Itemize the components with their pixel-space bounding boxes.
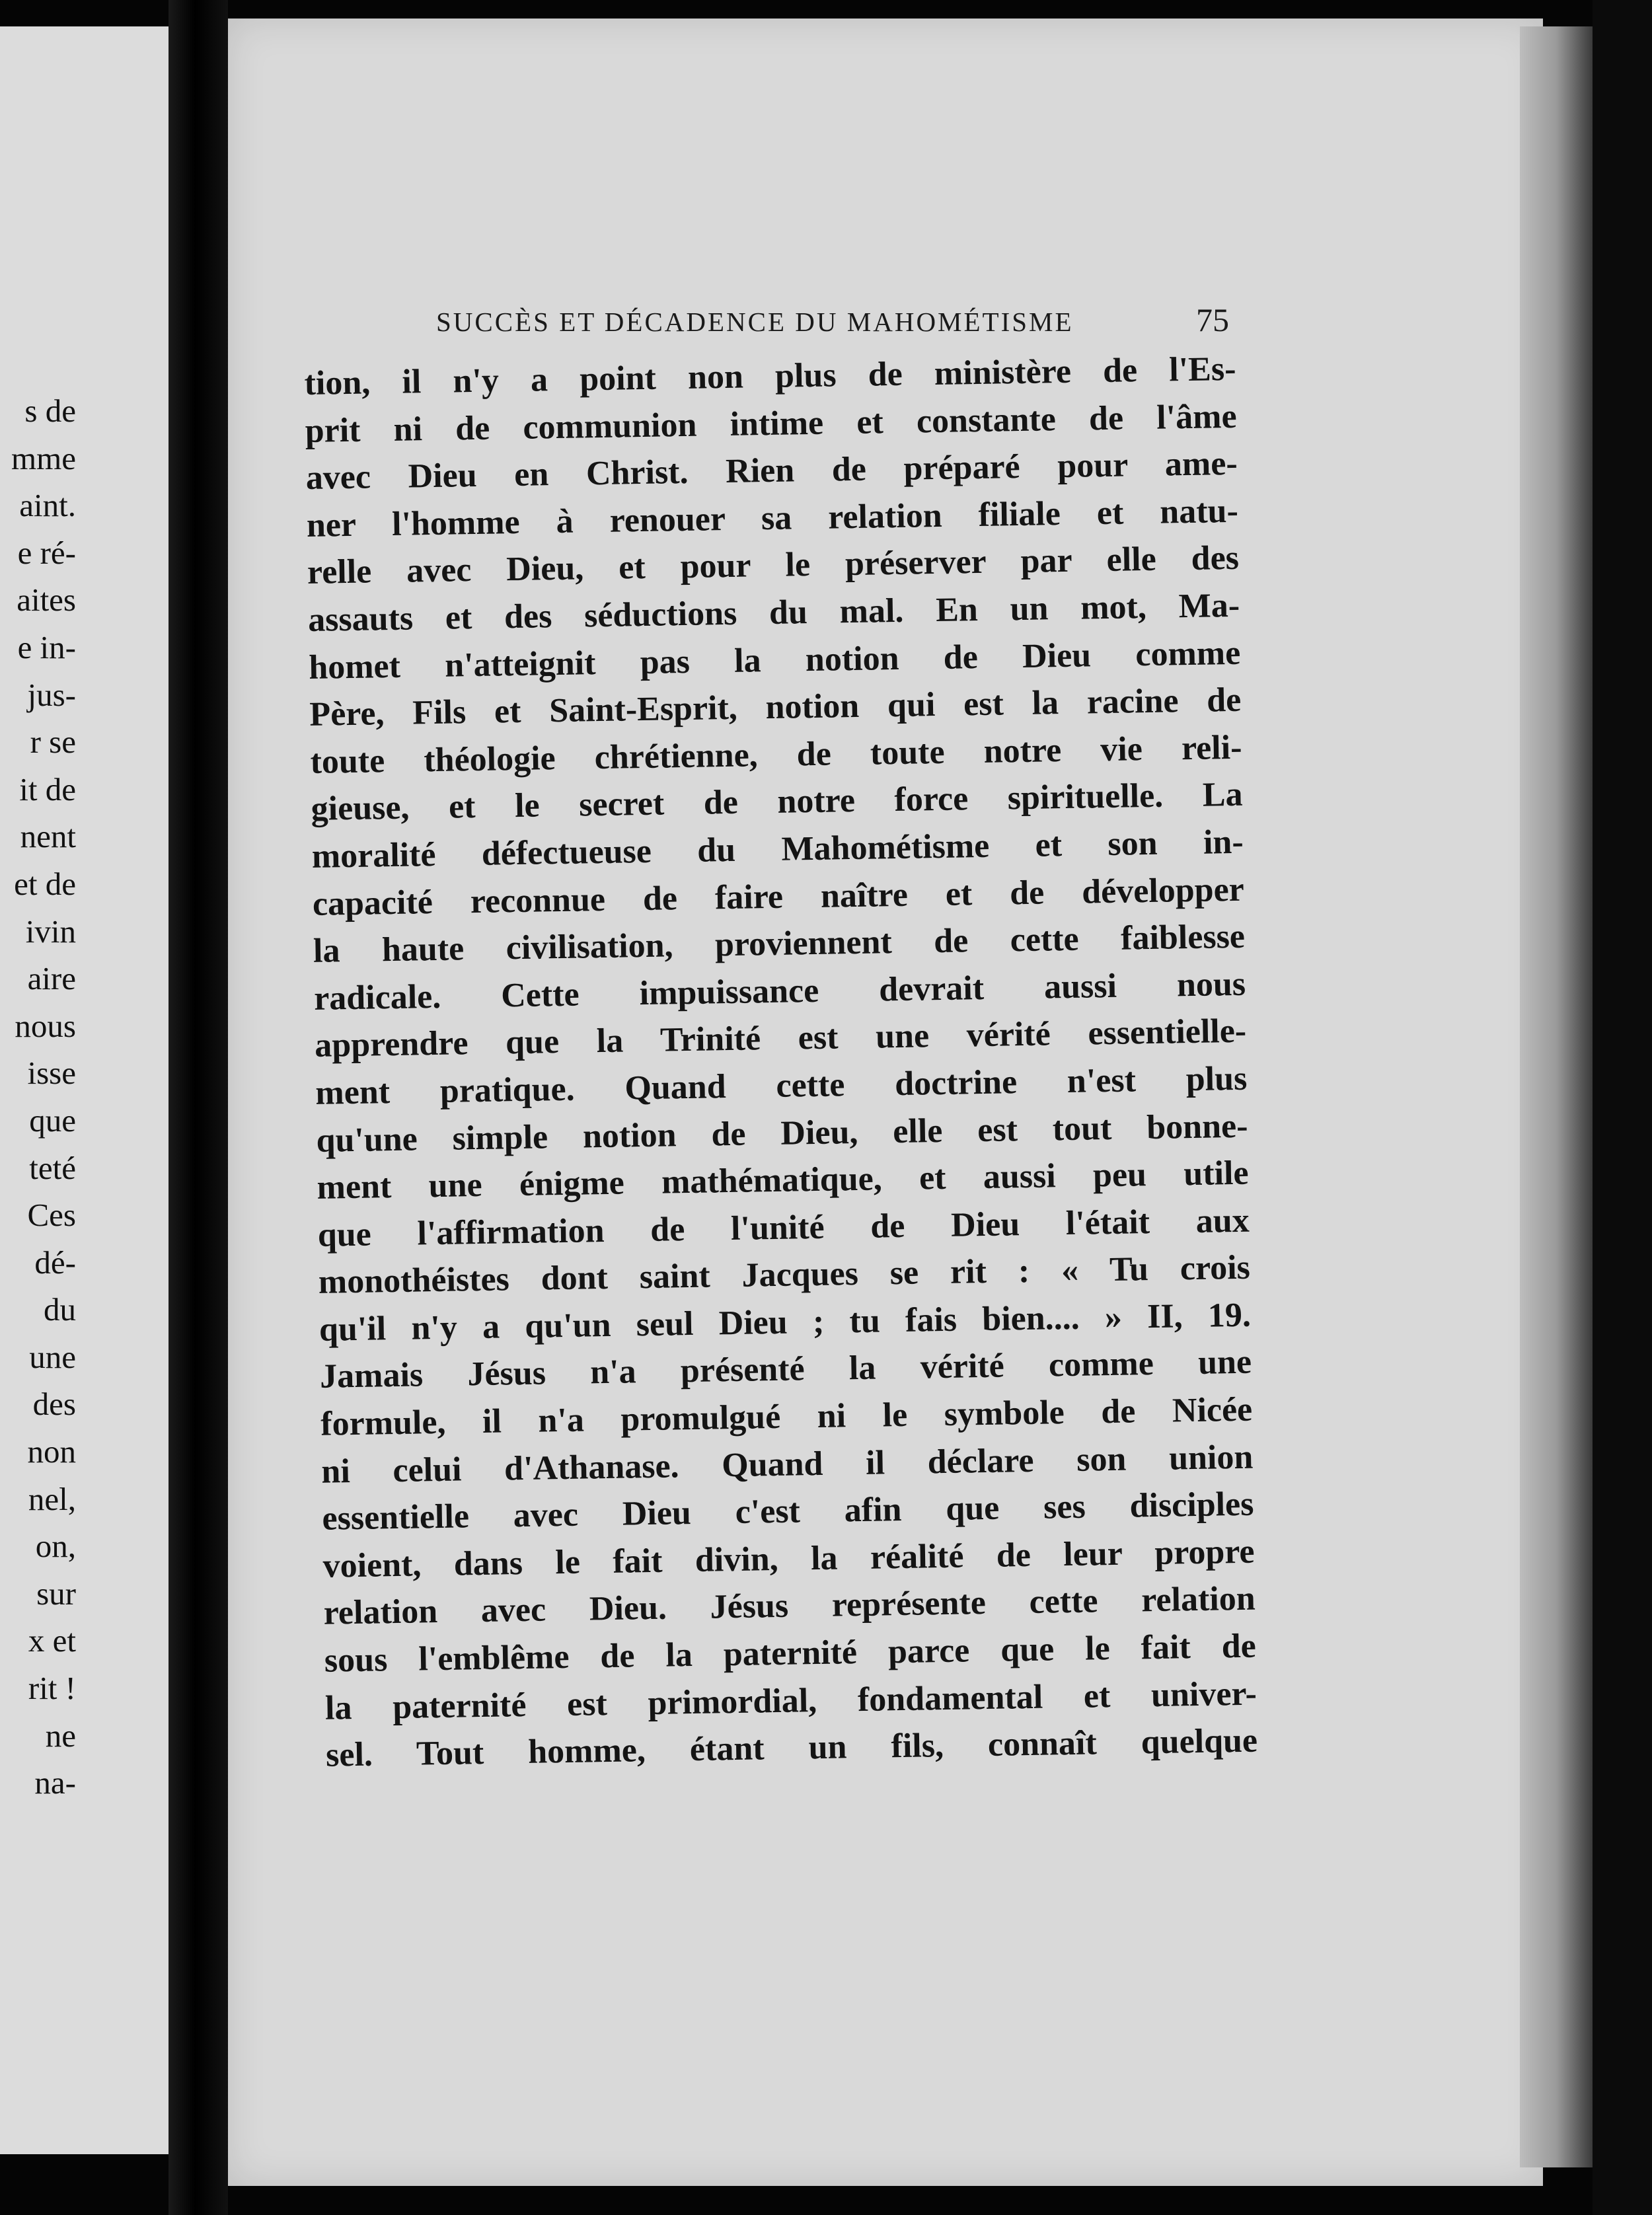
- text-line: tion, il n'y a point non plus de ministère de l'Es-: [304, 350, 1236, 402]
- text-line: la haute civilisation, proviennent de cette faiblesse: [313, 917, 1246, 971]
- text-line: essentielle avec Dieu c'est afin que ses disciples: [322, 1485, 1254, 1538]
- text-line: Jamais Jésus n'a présenté la vérité comme une: [319, 1343, 1252, 1396]
- left-page-fragment: na-: [34, 1764, 76, 1801]
- text-line: qu'il n'y a qu'un seul Dieu ; tu fais bien.... » II, 19.: [319, 1296, 1252, 1349]
- left-page-text-fragments: [0, 387, 169, 1807]
- left-facing-page: [0, 26, 169, 2154]
- left-page-fragment: du: [44, 1291, 76, 1328]
- left-page-fragment: ne: [45, 1717, 76, 1754]
- page-header: [436, 301, 1229, 339]
- left-page-fragment: aites: [17, 582, 76, 619]
- page-edges: [1520, 26, 1593, 2167]
- text-line: prit ni de communion intime et constante de l'âme: [305, 397, 1237, 450]
- left-page-fragment: r se: [30, 724, 76, 761]
- text-line: sel. Tout homme, étant un fils, connaît quelque: [325, 1721, 1258, 1774]
- left-page-fragment: nous: [15, 1007, 76, 1044]
- left-page-fragment: ivin: [25, 913, 76, 950]
- text-line: homet n'atteignit pas la notion de Dieu comme: [308, 634, 1241, 687]
- left-page-fragment: s de: [24, 393, 76, 429]
- text-line: voient, dans le fait divin, la réalité de leur propre: [322, 1532, 1255, 1585]
- text-line: radicale. Cette impuissance devrait aussi nous: [313, 965, 1246, 1018]
- left-page-fragment: une: [29, 1338, 76, 1375]
- left-page-fragment: on,: [35, 1528, 76, 1565]
- text-line: qu'une simple notion de Dieu, elle est tout bonne-: [316, 1107, 1248, 1160]
- left-page-fragment: des: [32, 1386, 76, 1423]
- text-line: gieuse, et le secret de notre force spirituelle. La: [311, 776, 1243, 829]
- text-line: que l'affirmation de l'unité de Dieu l'était aux: [317, 1201, 1250, 1254]
- left-page-fragment: que: [29, 1102, 76, 1139]
- text-line: capacité reconnue de faire naître et de développer: [312, 870, 1245, 923]
- left-page-fragment: teté: [29, 1149, 76, 1186]
- running-title: SUCCÈS ET DÉCADENCE DU MAHOMÉTISME: [436, 307, 1074, 337]
- left-page-fragment: dé-: [34, 1244, 76, 1281]
- left-page-fragment: isse: [27, 1055, 76, 1092]
- text-line: toute théologie chrétienne, de toute notre vie reli-: [310, 728, 1242, 781]
- left-page-fragment: nent: [20, 818, 76, 855]
- text-line: formule, il n'a promulgué ni le symbole de Nicée: [320, 1390, 1253, 1443]
- left-page-fragment: non: [27, 1433, 76, 1470]
- text-line: relation avec Dieu. Jésus représente cette relation: [323, 1580, 1256, 1633]
- text-line: avec Dieu en Christ. Rien de préparé pour ame-: [305, 445, 1238, 498]
- left-page-fragment: aire: [27, 960, 76, 997]
- left-page-fragment: sur: [36, 1575, 76, 1612]
- text-line: ment une énigme mathématique, et aussi peu utile: [317, 1154, 1249, 1207]
- left-page-fragment: e in-: [17, 628, 76, 665]
- left-page-fragment: Ces: [27, 1197, 76, 1234]
- left-page-fragment: aint.: [19, 487, 76, 524]
- book-cover-edge: [1593, 0, 1652, 2215]
- body-text: [304, 346, 1258, 1780]
- left-page-fragment: e ré-: [17, 534, 76, 571]
- text-line: apprendre que la Trinité est une vérité essentielle-: [314, 1012, 1247, 1065]
- text-line: sous l'emblême de la paternité parce que le fait de: [324, 1627, 1257, 1680]
- text-line: la paternité est primordial, fondamental et univer-: [324, 1674, 1258, 1727]
- text-line: Père, Fils et Saint-Esprit, notion qui est la racine de: [309, 681, 1242, 734]
- text-line: ni celui d'Athanase. Quand il déclare son union: [320, 1438, 1254, 1491]
- left-page-fragment: jus-: [27, 676, 76, 713]
- left-page-fragment: et de: [14, 865, 76, 902]
- text-line: monothéistes dont saint Jacques se rit : « Tu crois: [318, 1248, 1251, 1302]
- text-line: assauts et des séductions du mal. En un mot, Ma-: [307, 586, 1240, 639]
- text-line: ner l'homme à renouer sa relation filiale et natu-: [306, 492, 1239, 544]
- left-page-fragment: mme: [11, 439, 76, 476]
- text-line: ment pratique. Quand cette doctrine n'est plus: [315, 1059, 1248, 1112]
- text-line: moralité défectueuse du Mahométisme et son in-: [311, 823, 1244, 876]
- book-gutter: [169, 0, 228, 2215]
- page-number: 75: [1196, 301, 1229, 338]
- left-page-fragment: rit !: [28, 1670, 76, 1707]
- left-page-fragment: it de: [19, 770, 76, 807]
- left-page-fragment: nel,: [28, 1480, 76, 1517]
- text-line: relle avec Dieu, et pour le préserver par elle des: [307, 539, 1240, 592]
- left-page-fragment: x et: [28, 1622, 76, 1659]
